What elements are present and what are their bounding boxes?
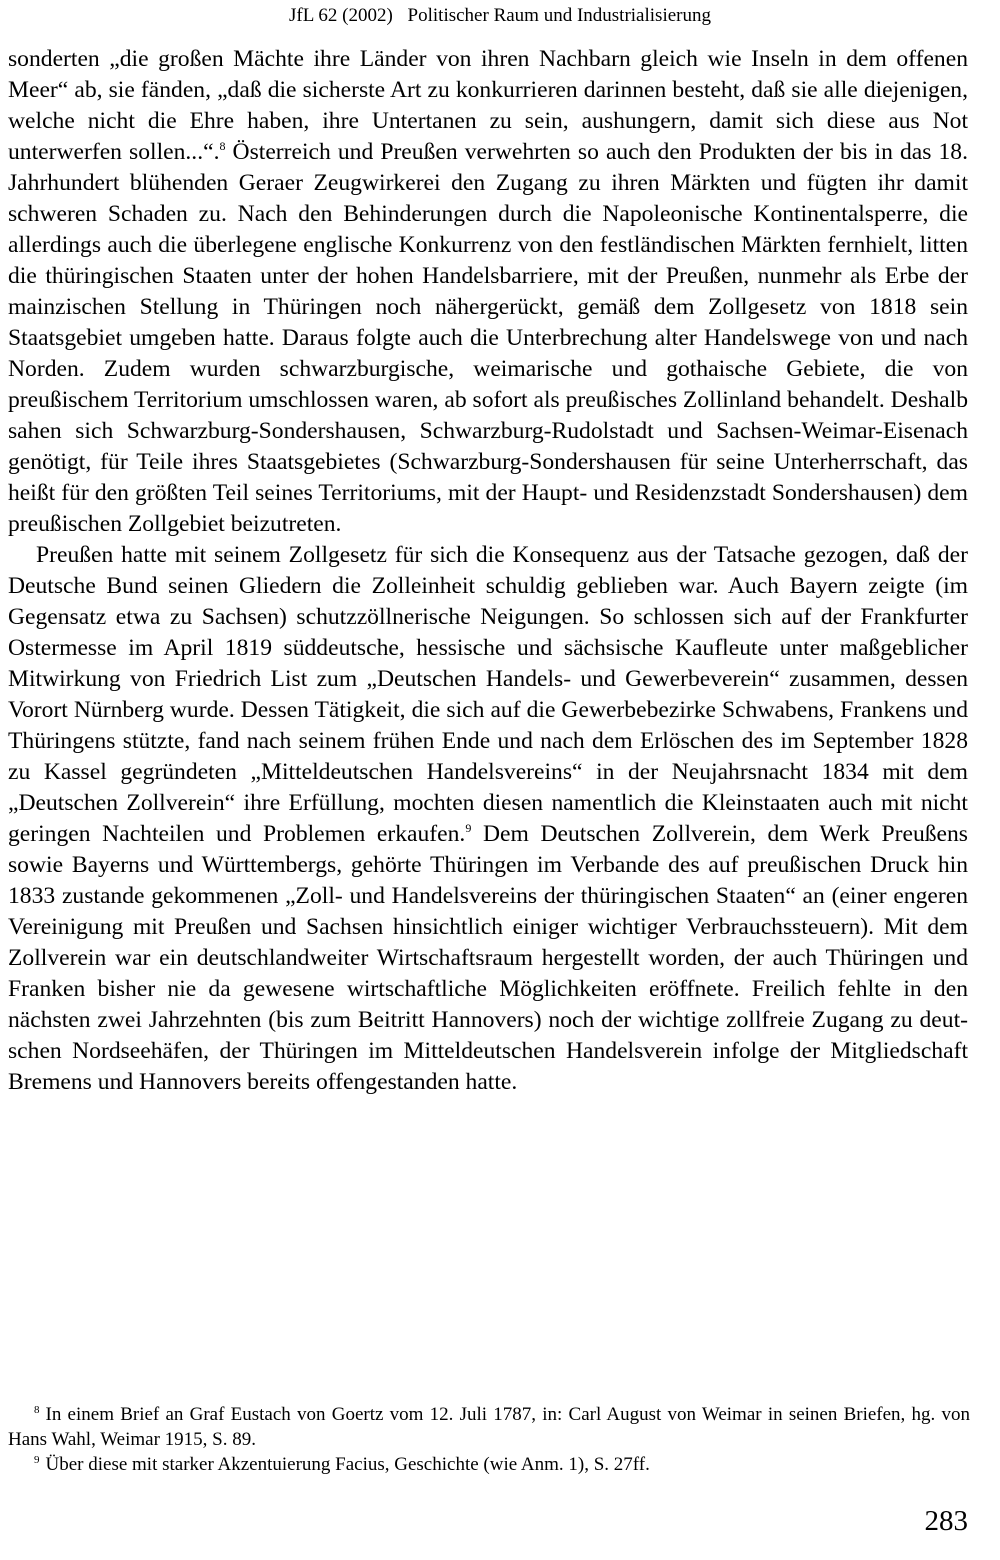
footnote-number-8: 8 [34, 1404, 40, 1416]
footnote-text-8: In einem Brief an Graf Eustach von Goertz vom 12. Juli 1787, in: Carl August von Weimar in seinen Briefen, hg. von Hans Wahl, Weimar 1915, S. 89. [8, 1404, 970, 1450]
footnote-8 [8, 1402, 970, 1452]
footnote-text-9: Über diese mit starker Akzentuierung Facius, Geschichte (wie Anm. 1), S. 27ff. [45, 1454, 650, 1475]
paragraph-2-part-b: Dem Deutschen Zollverein, dem Werk Preußens sowie Bayerns und Württembergs, gehörte Thüringen im Verbande des auf preußischen Druck hin 1833 zustande gekommenen „Zoll- und Handelsvereins der thüringischen Staaten“ an (einer engeren Vereinigung mit Preußen und Sachsen hinsichtlich einiger wichtiger Verbrauchssteuern). Mit dem Zollverein war ein deutschlandweiter Wirtschaftsraum hergestellt worden, der auch Thüringen und Franken bisher nie da gewesene wirtschaftliche Möglichkeiten eröffnete. Freilich fehlte in den nächsten zwei Jahrzehnten (bis zum Beitritt Hannovers) noch der wichtige zollfreie Zugang zu deutschen Nordseehäfen, der Thüringen im Mitteldeutschen Handelsverein infolge der Mitgliedschaft Bremens und Hannovers bereits offengestanden hatte. [8, 821, 968, 1095]
footnote-ref-9[interactable]: 9 [465, 821, 472, 835]
footnote-ref-8[interactable]: 8 [219, 139, 226, 153]
paragraph-2 [8, 540, 968, 1098]
paragraph-1 [8, 44, 968, 540]
journal-citation: JfL 62 (2002) [289, 5, 393, 26]
footnote-number-9: 9 [34, 1454, 40, 1466]
footnote-9 [8, 1452, 970, 1477]
running-title: Politischer Raum und Industrialisierung [407, 5, 711, 26]
paragraph-2-part-a: Preußen hatte mit seinem Zollgesetz für sich die Konsequenz aus der Tatsache gezogen, daß der Deutsche Bund seinen Gliedern die Zolleinheit schuldig geblieben war. Auch Bayern zeigte (im Gegensatz etwa zu Sachsen) schutzzöllnerische Neigungen. So schlossen sich auf der Frankfurter Ostermesse im April 1819 süddeutsche, hessische und sächsische Kaufleute unter maßgeblicher Mitwirkung von Friedrich List zum „Deutschen Handels- und Gewerbeverein“ zusammen, dessen Vorort Nürnberg wurde. Dessen Tätigkeit, die sich auf die Gewerbebezirke Schwabens, Frankens und Thüringens stützte, fand nach seinem frühen Ende und nach dem Erlöschen des im September 1828 zu Kassel gegründeten „Mitteldeutschen Handelsvereins“ in der Neujahrsnacht 1834 mit dem „Deutschen Zollverein“ ihre Erfüllung, mochten diesen namentlich die Kleinstaaten auch mit nicht geringen Nachteilen und Problemen erkaufen. [8, 542, 968, 847]
paragraph-1-part-a: sonderten „die großen Mächte ihre Länder von ihren Nachbarn gleich wie Inseln in dem offenen Meer“ ab, sie fänden, „daß die sicherste Art zu konkurrieren darinnen besteht, daß sie alle diejenigen, welche nicht die Ehre haben, ihre Untertanen zu sein, aushungern, damit sich diese aus Not unterwerfen sollen...“. [8, 46, 968, 165]
main-text [8, 44, 968, 1098]
footnotes [8, 1402, 970, 1477]
running-header [0, 4, 1000, 28]
page-number: 283 [924, 1505, 968, 1537]
paragraph-1-part-b: Österreich und Preußen verwehrten so auch den Produkten der bis in das 18. Jahrhundert blühenden Geraer Zeugwirkerei den Zugang zu ihren Märkten und fügten ihr damit schweren Schaden zu. Nach den Behinderungen durch die Napoleonische Kontinentalsperre, die allerdings auch die überlegene englische Konkurrenz von den festländischen Märkten fernhielt, litten die thüringischen Staaten unter der hohen Handelsbarriere, mit der Preußen, nunmehr als Erbe der mainzischen Stellung in Thüringen noch nähergerückt, gemäß dem Zollgesetz von 1818 sein Staatsgebiet umgeben hatte. Daraus folgte auch die Unterbrechung alter Handelswege von und nach Norden. Zudem wurden schwarzburgische, weimarische und gothaische Gebiete, die von preußischem Territorium umschlossen waren, ab sofort als preußisches Zollinland behandelt. Deshalb sahen sich Schwarzburg-Sondershausen, Schwarzburg-Rudolstadt und Sachsen-Weimar-Eisenach genötigt, für Teile ihres Staatsgebietes (Schwarzburg-Sondershausen für seine Unterherrschaft, das heißt für den größten Teil seines Territoriums, mit der Haupt- und Residenzstadt Sondershausen) dem preußischen Zollgebiet beizutreten. [8, 139, 968, 537]
